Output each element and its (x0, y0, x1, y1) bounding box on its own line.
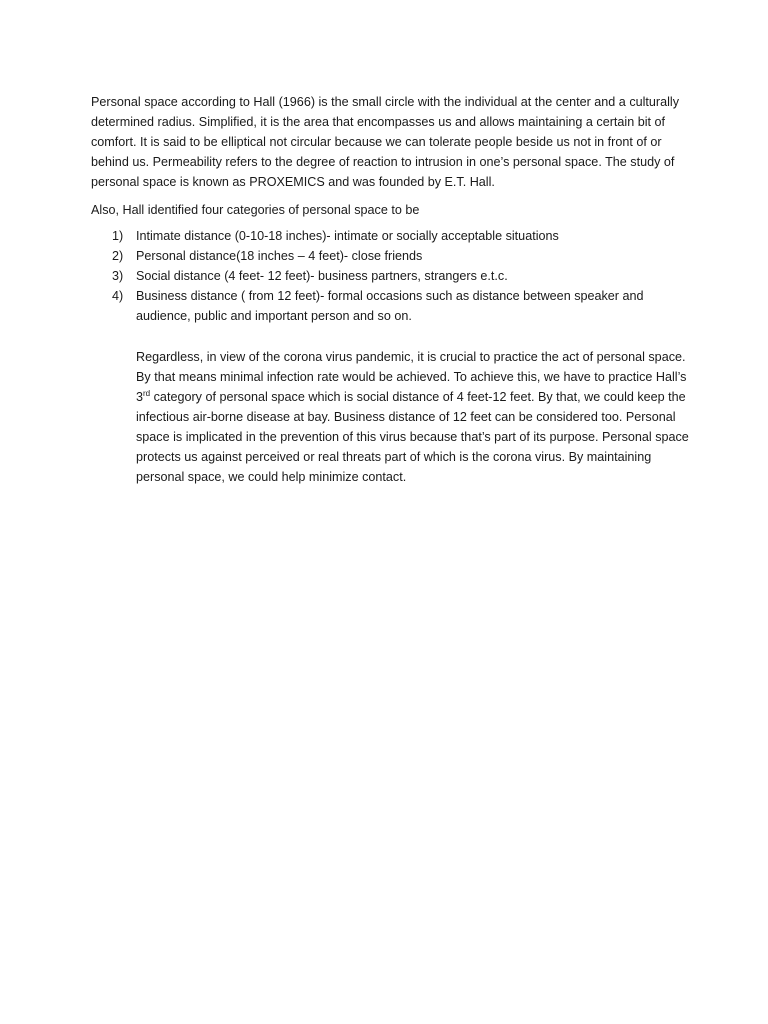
conclusion-text-end: category of personal space which is social distance of 4 feet-12 feet. By that, we could keep the infectious air-borne disease at bay. Business distance of 12 feet can be considered too. Personal space is implicated in the prevention of this virus because that’s part of its purpose. Personal space protects us against perceived or real threats part of which is the corona virus. By maintaining personal space, we could help minimize contact. (136, 390, 689, 484)
list-item (91, 246, 691, 266)
list-item (91, 226, 691, 246)
conclusion-text-start: Regardless, in view of the corona virus pandemic, it is crucial to practice the act of personal space. By that means minimal infection rate would be achieved. To achieve this, we have to practice Hall’s 3 (136, 350, 687, 404)
list-item-number: 1) (112, 229, 124, 243)
categories-intro: Also, Hall identified four categories of personal space to be (91, 203, 420, 217)
list-item-number: 2) (112, 249, 124, 263)
list-item-number: 3) (112, 269, 124, 283)
document-body (91, 92, 691, 487)
intro-paragraph: Personal space according to Hall (1966) is the small circle with the individual at the center and a culturally determined radius. Simplified, it is the area that encompasses us and allows maintaining a certain bit of comfort. It is said to be elliptical not circular because we can tolerate people beside us not in front of or behind us. Permeability refers to the degree of reaction to intrusion in one’s personal space. The study of personal space is known as PROXEMICS and was founded by E.T. Hall. (91, 95, 680, 189)
list-item (91, 266, 691, 286)
conclusion-paragraph (136, 347, 691, 487)
list-item-text: Personal distance(18 inches – 4 feet)- close friends (136, 249, 423, 263)
list-item-text: Social distance (4 feet- 12 feet)- business partners, strangers e.t.c. (136, 269, 508, 283)
list-item-number: 4) (112, 289, 124, 303)
categories-list (91, 226, 691, 326)
list-item-text: Intimate distance (0-10-18 inches)- intimate or socially acceptable situations (136, 229, 559, 243)
ordinal-superscript: rd (143, 388, 151, 398)
list-item (91, 286, 691, 326)
list-item-text: Business distance ( from 12 feet)- formal occasions such as distance between speaker and audience, public and important person and so on. (136, 289, 644, 323)
